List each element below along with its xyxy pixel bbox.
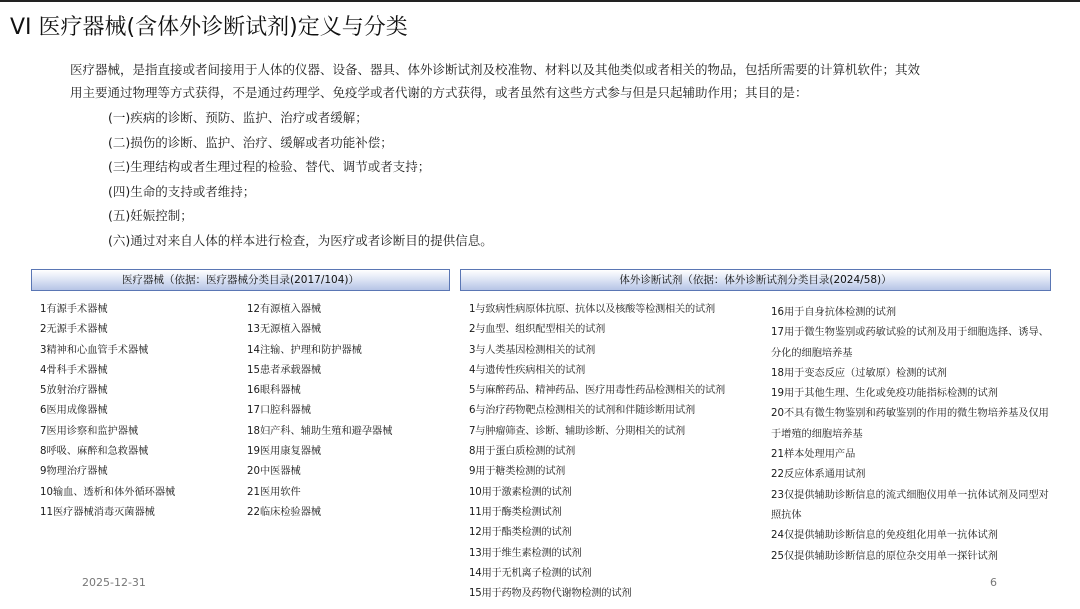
purpose-item: (二)损伤的诊断、监护、治疗、缓解或者功能补偿； [108, 134, 393, 150]
definition-line: 用主要通过物理等方式获得，不是通过药理学、免疫学或者代谢的方式获得，或者虽然有这些方式参与但是只起辅助作用；其目的是： [70, 85, 808, 100]
list-item: 7医用诊察和监护器械 [40, 425, 139, 437]
list-item: 19用于其他生理、生化或免疫功能指标检测的试剂 [771, 388, 998, 400]
list-item: 18妇产科、辅助生殖和避孕器械 [247, 425, 393, 437]
list-item: 24仅提供辅助诊断信息的免疫组化用单一抗体试剂 [771, 530, 998, 542]
list-item: 13用于维生素检测的试剂 [469, 547, 582, 559]
list-item: 4骨科手术器械 [40, 364, 108, 376]
list-item: 4与遗传性疾病相关的试剂 [469, 364, 586, 376]
list-item: 21医用软件 [247, 486, 301, 498]
list-item: 11用于酶类检测试剂 [469, 506, 562, 518]
purpose-item: (四)生命的支持或者维持； [108, 183, 256, 199]
page-title: VI 医疗器械(含体外诊断试剂)定义与分类 [10, 15, 408, 40]
list-item: 6与治疗药物靶点检测相关的试剂和伴随诊断用试剂 [469, 405, 696, 417]
list-item: 7与肿瘤筛查、诊断、辅助诊断、分期相关的试剂 [469, 425, 686, 437]
list-item: 25仅提供辅助诊断信息的原位杂交用单一探针试剂 [771, 550, 998, 562]
purpose-item: (六)通过对来自人体的样本进行检查，为医疗或者诊断目的提供信息。 [108, 232, 493, 248]
list-item: 13无源植入器械 [247, 324, 322, 336]
list-item: 8呼吸、麻醉和急救器械 [40, 446, 149, 458]
list-item: 21样本处理用产品 [771, 449, 856, 461]
list-item: 22临床检验器械 [247, 506, 322, 518]
list-item: 6医用成像器械 [40, 405, 108, 417]
list-item: 14用于无机离子检测的试剂 [469, 567, 592, 579]
purpose-item: (三)生理结构或者生理过程的检验、替代、调节或者支持； [108, 159, 431, 174]
page-number: 6 [990, 576, 997, 589]
list-item: 9物理治疗器械 [40, 466, 108, 478]
ivd-category-list-1 [469, 300, 764, 604]
purpose-list [108, 106, 493, 253]
definition-paragraph [70, 58, 1000, 104]
list-item: 12用于酯类检测的试剂 [469, 527, 572, 539]
purpose-item: (五)妊娠控制； [108, 208, 193, 223]
list-item: 17用于微生物鉴别或药敏试验的试剂及用于细胞选择、诱导、分化的细胞培养基 [771, 327, 1049, 359]
list-item: 14注输、护理和防护器械 [247, 344, 362, 356]
definition-line: 医疗器械，是指直接或者间接用于人体的仪器、设备、器具、体外诊断试剂及校准物、材料以及其他类似或者相关的物品，包括所需要的计算机软件；其效 [70, 62, 921, 77]
list-item: 5放射治疗器械 [40, 385, 108, 397]
device-category-list-2 [247, 300, 447, 523]
list-item: 15患者承载器械 [247, 364, 322, 376]
list-item: 3精神和心血管手术器械 [40, 344, 149, 356]
list-item: 8用于蛋白质检测的试剂 [469, 446, 576, 458]
list-item: 22反应体系通用试剂 [771, 469, 866, 481]
list-item: 16眼科器械 [247, 385, 301, 397]
ivd-category-list-2 [771, 303, 1057, 567]
list-item: 17口腔科器械 [247, 405, 311, 417]
footer-date: 2025-12-31 [82, 576, 146, 589]
list-item: 2无源手术器械 [40, 324, 108, 336]
list-item: 9用于糖类检测的试剂 [469, 466, 566, 478]
list-item: 23仅提供辅助诊断信息的流式细胞仪用单一抗体试剂及同型对照抗体 [771, 489, 1049, 521]
list-item: 2与血型、组织配型相关的试剂 [469, 324, 606, 336]
list-item: 20不具有微生物鉴别和药敏鉴别的作用的微生物培养基及仅用于增殖的细胞培养基 [771, 408, 1049, 440]
list-item: 11医疗器械消毒灭菌器械 [40, 506, 155, 518]
device-category-list-1 [40, 300, 240, 523]
list-item: 16用于自身抗体检测的试剂 [771, 307, 897, 318]
list-item: 12有源植入器械 [247, 304, 322, 315]
list-item: 1有源手术器械 [40, 304, 108, 315]
ivd-category-header: 体外诊断试剂（依据：体外诊断试剂分类目录(2024/58)） [460, 269, 1051, 291]
list-item: 20中医器械 [247, 466, 301, 478]
list-item: 10输血、透析和体外循环器械 [40, 486, 176, 498]
purpose-item: (一)疾病的诊断、预防、监护、治疗或者缓解； [108, 110, 368, 125]
list-item: 10用于激素检测的试剂 [469, 486, 572, 498]
device-category-header: 医疗器械（依据：医疗器械分类目录(2017/104)） [31, 269, 450, 291]
list-item: 19医用康复器械 [247, 446, 322, 458]
list-item: 3与人类基因检测相关的试剂 [469, 344, 596, 356]
list-item: 1与致病性病原体抗原、抗体以及核酸等检测相关的试剂 [469, 304, 715, 315]
list-item: 15用于药物及药物代谢物检测的试剂 [469, 588, 632, 600]
list-item: 18用于变态反应（过敏原）检测的试剂 [771, 367, 947, 379]
list-item: 5与麻醉药品、精神药品、医疗用毒性药品检测相关的试剂 [469, 385, 725, 397]
